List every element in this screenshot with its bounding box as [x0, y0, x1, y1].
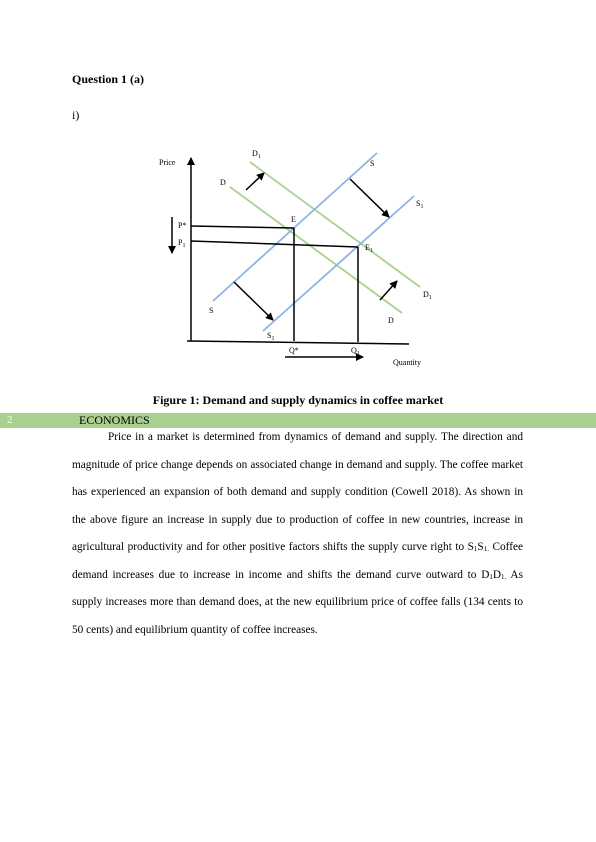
- quantity-axis-label: Quantity: [393, 358, 421, 367]
- figure-caption: Figure 1: Demand and supply dynamics in coffee market: [152, 393, 444, 407]
- s1-bottom-label: $S_1$: [267, 331, 275, 342]
- p1-label: $P_1$: [178, 238, 186, 249]
- demand-shift-arrow: [246, 173, 264, 190]
- page-number: 2: [7, 414, 13, 426]
- s-bottom-label: S: [209, 306, 214, 315]
- demand-shift-arrow: [380, 281, 397, 300]
- price-line-pstar: [191, 226, 294, 228]
- sub-question-label: i): [72, 108, 80, 122]
- body-paragraph: Price in a market is determined from dynamics of demand and supply. The direction and magnitude of price change depends on associated change in demand and supply. The coffee market has experienced an expansion of both demand and supply condition (Cowell 2018). As shown in the above figure an increase in supply due to production of coffee in new countries, increase in agricultural productivity and for other positive factors shifts the supply curve right to $S_1S_{1.}$ Coffee demand increases due to increase in income and shifts the demand curve outward to $D_1D_{1.}$ As supply increases more than demand does, at the new equilibrium price of coffee falls (134 cents to 50 cents) and equilibrium quantity of coffee increases.: [72, 431, 524, 636]
- demand-curve-d1: [250, 162, 420, 287]
- qstar-label: Q*: [289, 346, 299, 355]
- q1-label: $Q_1$: [351, 346, 360, 357]
- d1-bottom-label: $D_1$: [423, 290, 432, 301]
- supply-shift-arrow: [234, 282, 273, 320]
- supply-curve-s1: [263, 196, 414, 331]
- d-bottom-label: D: [388, 316, 394, 325]
- d-top-label: D: [220, 178, 226, 187]
- eq-e1-label: $E_1$: [365, 243, 373, 254]
- s-top-label: S: [370, 159, 375, 168]
- supply-demand-diagram: [150, 143, 440, 373]
- eq-e-label: E: [291, 215, 296, 224]
- s1-top-label: $S_1$: [416, 199, 424, 210]
- question-heading: Question 1 (a): [72, 72, 144, 86]
- quantity-axis: [187, 341, 409, 344]
- price-axis-label: Price: [159, 158, 176, 167]
- pstar-label: P*: [178, 221, 187, 230]
- d1-top-label: $D_1$: [252, 149, 261, 160]
- running-header-title: ECONOMICS: [79, 413, 150, 427]
- demand-curve-d: [230, 187, 402, 313]
- supply-shift-arrow: [350, 179, 389, 217]
